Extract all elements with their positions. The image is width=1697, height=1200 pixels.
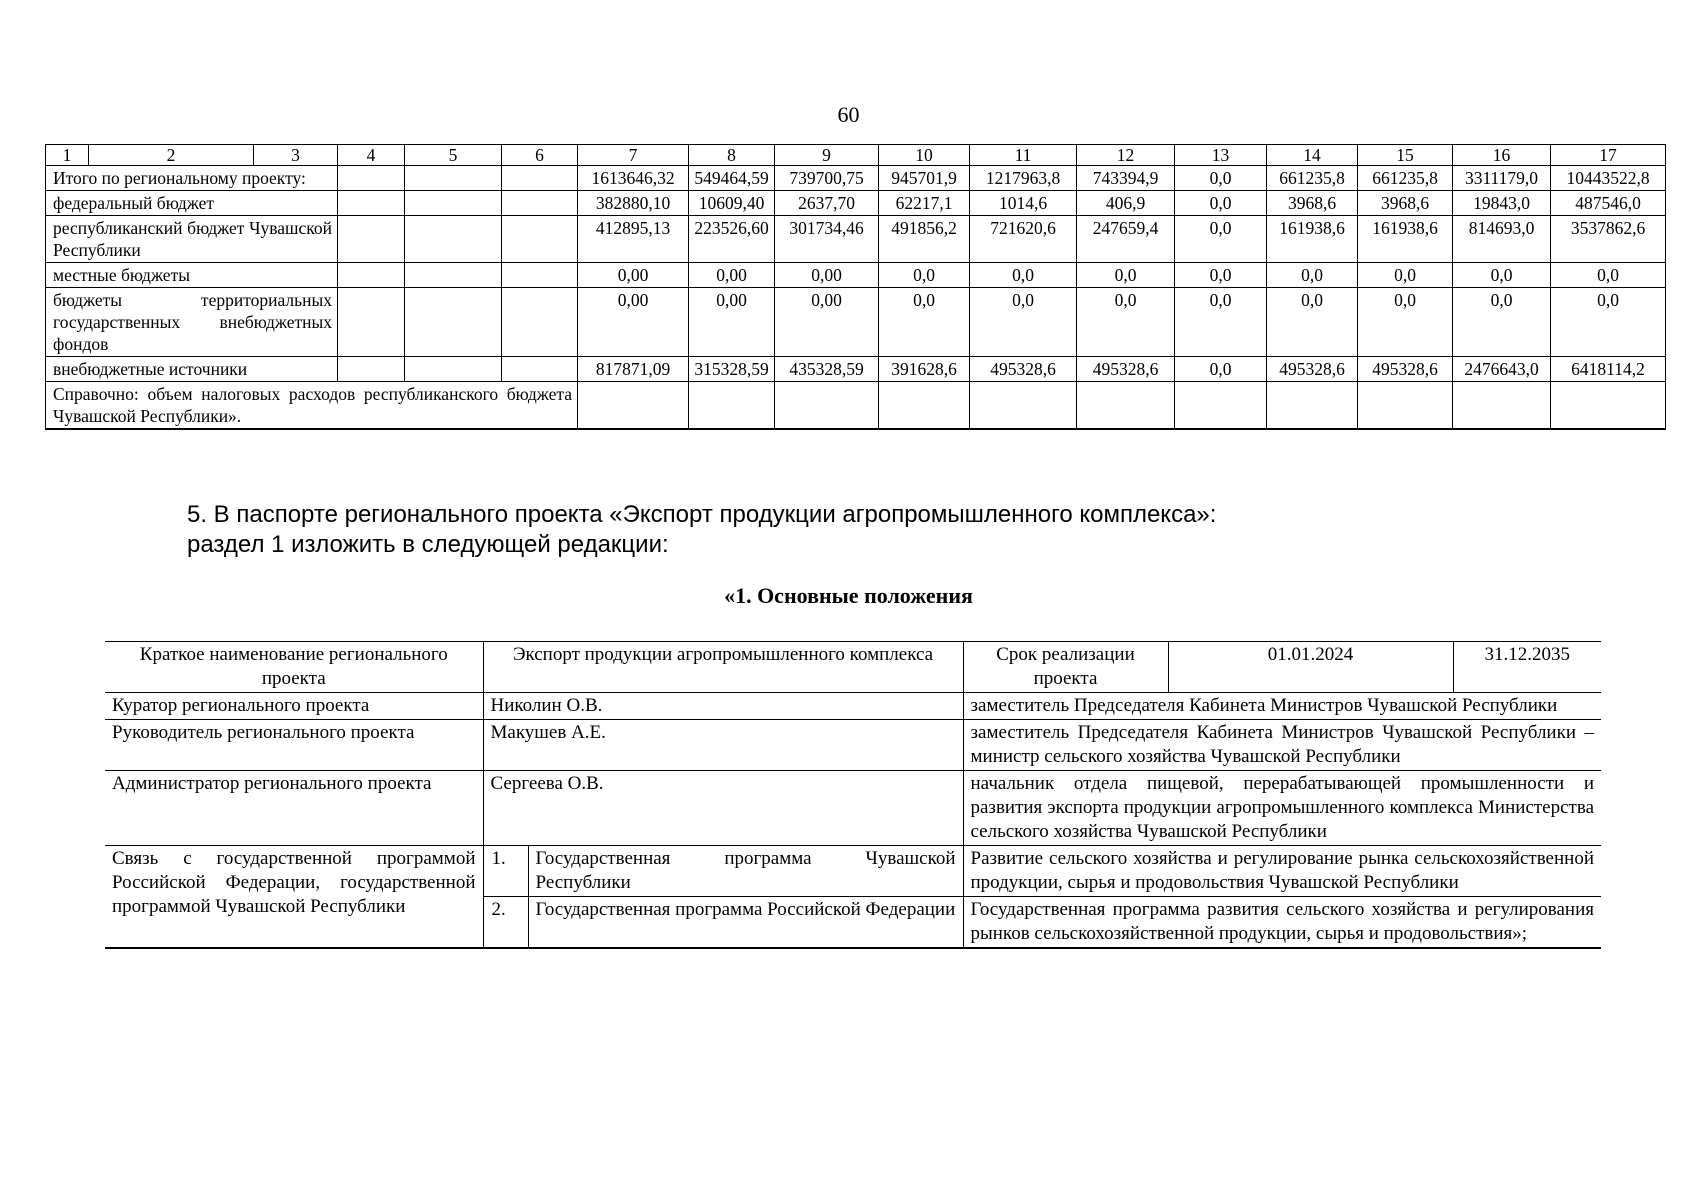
value-cell: 0,0: [1453, 288, 1551, 357]
row-label: Куратор регионального проекта: [105, 693, 483, 720]
value-cell: 0,0: [1453, 263, 1551, 288]
value-cell: 0,0: [1175, 357, 1267, 382]
value-cell: 19843,0: [1453, 191, 1551, 216]
value-cell: 0,0: [1267, 288, 1358, 357]
program-index: 2.: [483, 897, 528, 949]
value-cell: 0,00: [578, 263, 689, 288]
row-label: местные бюджеты: [46, 263, 338, 288]
table-row: [46, 263, 1666, 288]
reference-label: Справочно: объем налоговых расходов республиканского бюджета Чувашской Республики».: [46, 382, 578, 430]
value-cell: 1217963,8: [970, 166, 1077, 191]
column-number: 11: [970, 145, 1077, 166]
value-cell: 721620,6: [970, 216, 1077, 263]
paragraph-line-1: 5. В паспорте регионального проекта «Экспорт продукции агропромышленного комплекса»:: [187, 501, 1217, 528]
column-number: 7: [578, 145, 689, 166]
value-cell: 487546,0: [1551, 191, 1666, 216]
value-cell: 495328,6: [1358, 357, 1453, 382]
column-number: 6: [502, 145, 578, 166]
value-cell: 814693,0: [1453, 216, 1551, 263]
passport-row: [105, 720, 1601, 771]
value-cell: 495328,6: [970, 357, 1077, 382]
program-type: Государственная программа Чувашской Республики: [528, 846, 963, 897]
value-cell: 0,00: [775, 263, 879, 288]
column-number-row: [46, 145, 1666, 166]
column-number: 14: [1267, 145, 1358, 166]
column-number: 12: [1077, 145, 1175, 166]
short-name-label: Краткое наименование регионального проекта: [105, 642, 483, 693]
value-cell: 743394,9: [1077, 166, 1175, 191]
value-cell: 0,0: [1551, 288, 1666, 357]
table-row: [46, 288, 1666, 357]
column-number: 17: [1551, 145, 1666, 166]
program-type: Государственная программа Российской Федерации: [528, 897, 963, 949]
column-number: 16: [1453, 145, 1551, 166]
short-name-value: Экспорт продукции агропромышленного комплекса: [483, 642, 963, 693]
row-label: Администратор регионального проекта: [105, 771, 483, 846]
program-index: 1.: [483, 846, 528, 897]
value-cell: 0,0: [1551, 263, 1666, 288]
column-number: 2: [89, 145, 254, 166]
value-cell: 661235,8: [1358, 166, 1453, 191]
value-cell: 0,00: [689, 288, 775, 357]
passport-row: [105, 771, 1601, 846]
table-row: [46, 357, 1666, 382]
value-cell: 247659,4: [1077, 216, 1175, 263]
value-cell: 0,0: [1358, 263, 1453, 288]
value-cell: 945701,9: [879, 166, 970, 191]
passport-row: [105, 693, 1601, 720]
table-row: [46, 191, 1666, 216]
program-link-label: Связь с государственной программой Российской Федерации, государственной программой Чувашской Республики: [105, 846, 483, 949]
value-cell: 435328,59: [775, 357, 879, 382]
page-number: 60: [837, 102, 860, 127]
value-cell: 0,0: [970, 263, 1077, 288]
value-cell: 6418114,2: [1551, 357, 1666, 382]
start-date: 01.01.2024: [1168, 642, 1453, 693]
value-cell: 491856,2: [879, 216, 970, 263]
value-cell: 0,0: [1358, 288, 1453, 357]
value-cell: 0,0: [1175, 288, 1267, 357]
value-cell: 161938,6: [1358, 216, 1453, 263]
value-cell: 62217,1: [879, 191, 970, 216]
value-cell: 3311179,0: [1453, 166, 1551, 191]
value-cell: 382880,10: [578, 191, 689, 216]
row-label: федеральный бюджет: [46, 191, 338, 216]
value-cell: 406,9: [1077, 191, 1175, 216]
column-number: 15: [1358, 145, 1453, 166]
term-label: Срок реализации проекта: [963, 642, 1168, 693]
value-cell: 0,00: [775, 288, 879, 357]
value-cell: 0,0: [1077, 263, 1175, 288]
value-cell: 0,00: [578, 288, 689, 357]
value-cell: 0,0: [879, 288, 970, 357]
value-cell: 0,00: [689, 263, 775, 288]
value-cell: 495328,6: [1077, 357, 1175, 382]
value-cell: 549464,59: [689, 166, 775, 191]
section-heading: «1. Основные положения: [724, 583, 973, 608]
reference-row: [46, 382, 1666, 430]
row-label: Итого по региональному проекту:: [46, 166, 338, 191]
row-label: Руководитель регионального проекта: [105, 720, 483, 771]
person-position: начальник отдела пищевой, перерабатывающей промышленности и развития экспорта продукции агропромышленного комплекса Министерства сельского хозяйства Чувашской Республики: [963, 771, 1601, 846]
value-cell: 0,0: [1175, 263, 1267, 288]
person-name: Макушев А.Е.: [483, 720, 963, 771]
column-number: 9: [775, 145, 879, 166]
value-cell: 3968,6: [1358, 191, 1453, 216]
value-cell: 0,0: [970, 288, 1077, 357]
budget-table: [45, 144, 1666, 430]
value-cell: 0,0: [1175, 166, 1267, 191]
program-row: [105, 846, 1601, 897]
row-label: внебюджетные источники: [46, 357, 338, 382]
value-cell: 223526,60: [689, 216, 775, 263]
value-cell: 0,0: [879, 263, 970, 288]
value-cell: 3537862,6: [1551, 216, 1666, 263]
person-name: Сергеева О.В.: [483, 771, 963, 846]
person-position: заместитель Председателя Кабинета Министров Чувашской Республики – министр сельского хозяйства Чувашской Республики: [963, 720, 1601, 771]
value-cell: 0,0: [1267, 263, 1358, 288]
value-cell: 1014,6: [970, 191, 1077, 216]
value-cell: 161938,6: [1267, 216, 1358, 263]
table-row: [46, 166, 1666, 191]
column-number: 4: [338, 145, 405, 166]
value-cell: 10609,40: [689, 191, 775, 216]
value-cell: 2476643,0: [1453, 357, 1551, 382]
value-cell: 3968,6: [1267, 191, 1358, 216]
column-number: 3: [254, 145, 338, 166]
column-number: 8: [689, 145, 775, 166]
value-cell: 817871,09: [578, 357, 689, 382]
column-number: 13: [1175, 145, 1267, 166]
value-cell: 412895,13: [578, 216, 689, 263]
value-cell: 391628,6: [879, 357, 970, 382]
value-cell: 315328,59: [689, 357, 775, 382]
end-date: 31.12.2035: [1453, 642, 1601, 693]
value-cell: 661235,8: [1267, 166, 1358, 191]
value-cell: 1613646,32: [578, 166, 689, 191]
program-name: Развитие сельского хозяйства и регулирование рынка сельскохозяйственной продукции, сырья и продовольствия Чувашской Республики: [963, 846, 1601, 897]
value-cell: 301734,46: [775, 216, 879, 263]
value-cell: 10443522,8: [1551, 166, 1666, 191]
row-label: бюджеты территориальных государственных внебюджетных фондов: [46, 288, 338, 357]
person-name: Николин О.В.: [483, 693, 963, 720]
paragraph-line-2: раздел 1 изложить в следующей редакции:: [187, 531, 669, 558]
person-position: заместитель Председателя Кабинета Министров Чувашской Республики: [963, 693, 1601, 720]
passport-table: [105, 641, 1601, 949]
column-number: 1: [46, 145, 89, 166]
passport-header-row: [105, 642, 1601, 693]
column-number: 5: [405, 145, 502, 166]
value-cell: 0,0: [1175, 191, 1267, 216]
value-cell: 0,0: [1077, 288, 1175, 357]
value-cell: 2637,70: [775, 191, 879, 216]
value-cell: 495328,6: [1267, 357, 1358, 382]
column-number: 10: [879, 145, 970, 166]
value-cell: 739700,75: [775, 166, 879, 191]
row-label: республиканский бюджет Чувашской Республики: [46, 216, 338, 263]
table-row: [46, 216, 1666, 263]
program-name: Государственная программа развития сельского хозяйства и регулирования рынков сельскохозяйственной продукции, сырья и продовольствия»;: [963, 897, 1601, 949]
value-cell: 0,0: [1175, 216, 1267, 263]
